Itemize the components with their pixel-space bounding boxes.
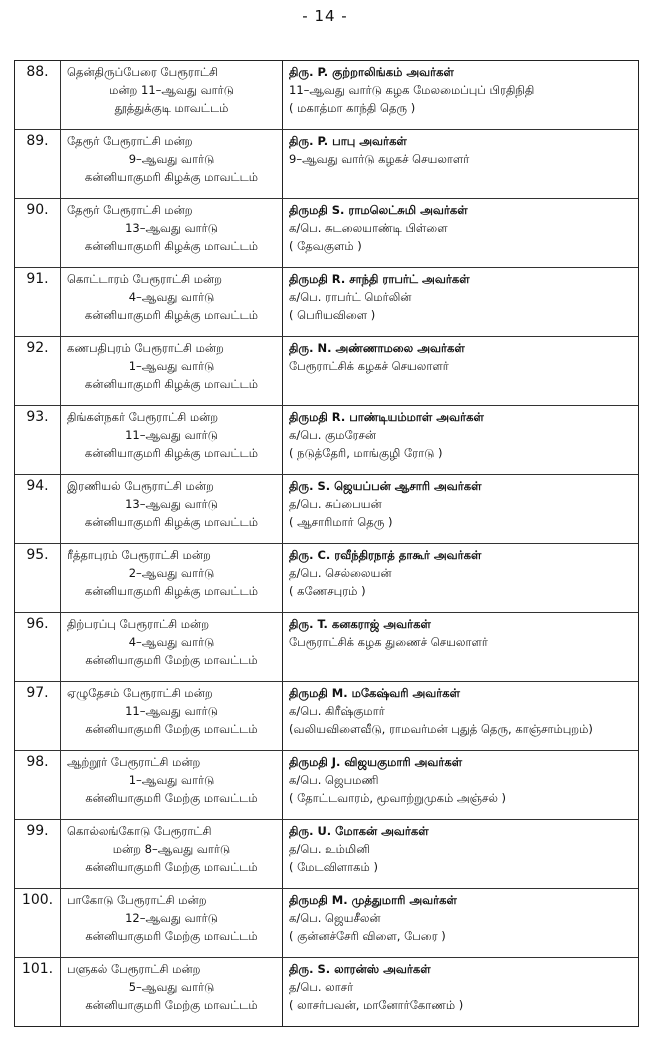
member-cell xyxy=(283,130,638,198)
ward-location-line: 13–ஆவது வார்டு xyxy=(125,497,218,511)
ward-location-line: 2–ஆவது வார்டு xyxy=(128,566,215,580)
ward-location-cell xyxy=(61,199,283,267)
member-cell xyxy=(283,820,638,888)
ward-location-line: 11–ஆவது வார்டு xyxy=(125,428,218,442)
ward-location-line: ஆற்றூர் பேரூராட்சி மன்ற xyxy=(67,755,201,769)
member-cell xyxy=(283,682,638,750)
ward-location-line: கன்னியாகுமரி கிழக்கு மாவட்டம் xyxy=(84,515,259,529)
entry-number: 100. xyxy=(15,889,61,957)
ward-location-cell xyxy=(61,682,283,750)
ward-location-cell xyxy=(61,613,283,681)
member-detail-line: ( நடுத்தேரி, மாங்குழி ரோடு ) xyxy=(289,446,443,460)
member-name: திரு. S. ஜெயப்பன் ஆசாரி அவர்கள் xyxy=(289,479,482,493)
member-name: திரு. N. அண்ணாமலை அவர்கள் xyxy=(289,341,465,355)
ward-location-cell xyxy=(61,130,283,198)
ward-location-line: தேரூர் பேரூராட்சி மன்ற xyxy=(67,203,193,217)
member-name: திரு. P. குற்றாலிங்கம் அவர்கள் xyxy=(289,65,454,79)
entry-number: 90. xyxy=(15,199,61,267)
member-detail-line: 9–ஆவது வார்டு கழகச் செயலாளர் xyxy=(289,152,470,166)
member-detail-line: ( தேவகுளம் ) xyxy=(289,239,362,253)
member-cell xyxy=(283,958,638,1026)
table-row xyxy=(15,405,638,474)
member-cell xyxy=(283,337,638,405)
ward-location-line: 4–ஆவது வார்டு xyxy=(128,635,215,649)
entries-table xyxy=(14,60,639,1027)
ward-location-cell xyxy=(61,958,283,1026)
member-detail-line: க/பெ. குமரேசன் xyxy=(289,428,377,442)
member-detail-line: த/பெ. சுப்பையன் xyxy=(289,497,382,511)
entry-number: 96. xyxy=(15,613,61,681)
member-detail-line: ( தோட்டவாரம், மூவாற்றுமுகம் அஞ்சல் ) xyxy=(289,791,507,805)
entry-number: 101. xyxy=(15,958,61,1026)
ward-location-line: 4–ஆவது வார்டு xyxy=(128,290,215,304)
table-row xyxy=(15,61,638,129)
ward-location-line: கன்னியாகுமரி கிழக்கு மாவட்டம் xyxy=(84,170,259,184)
member-cell xyxy=(283,61,638,129)
ward-location-line: மன்ற 11–ஆவது வார்டு xyxy=(109,83,234,97)
member-detail-line: பேரூராட்சிக் கழக துணைச் செயலாளர் xyxy=(289,635,488,649)
member-name: திருமதி M. முத்துமாரி அவர்கள் xyxy=(289,893,457,907)
entry-number: 89. xyxy=(15,130,61,198)
member-detail-line: க/பெ. சுடலையாண்டி பிள்ளை xyxy=(289,221,448,235)
member-detail-line: ( லாசர்பவன், மானோர்கோணம் ) xyxy=(289,998,464,1012)
table-row xyxy=(15,198,638,267)
ward-location-line: 5–ஆவது வார்டு xyxy=(128,980,215,994)
ward-location-line: பாகோடு பேரூராட்சி மன்ற xyxy=(67,893,207,907)
member-cell xyxy=(283,613,638,681)
ward-location-line: ஏழுதேசம் பேரூராட்சி மன்ற xyxy=(67,686,213,700)
member-name: திருமதி M. மகேஷ்வரி அவர்கள் xyxy=(289,686,461,700)
ward-location-line: கொல்லங்கோடு பேரூராட்சி xyxy=(67,824,212,838)
ward-location-line: 12–ஆவது வார்டு xyxy=(125,911,218,925)
member-name: திரு. U. மோகன் அவர்கள் xyxy=(289,824,429,838)
ward-location-line: கன்னியாகுமரி கிழக்கு மாவட்டம் xyxy=(84,308,259,322)
member-name: திரு. C. ரவீந்திரநாத் தாகூர் அவர்கள் xyxy=(289,548,482,562)
entry-number: 91. xyxy=(15,268,61,336)
ward-location-line: கன்னியாகுமரி மேற்கு மாவட்டம் xyxy=(85,860,258,874)
member-detail-line: த/பெ. லாசர் xyxy=(289,980,354,994)
entry-number: 88. xyxy=(15,61,61,129)
member-detail-line: (வலியவிளைவீடு, ராமவர்மன் புதுத் தெரு, காஞ்சாம்புறம்) xyxy=(289,722,593,736)
ward-location-line: இரணியல் பேரூராட்சி மன்ற xyxy=(67,479,214,493)
entry-number: 97. xyxy=(15,682,61,750)
member-detail-line: த/பெ. செல்லையன் xyxy=(289,566,392,580)
member-detail-line: க/பெ. கிரீஷ்குமார் xyxy=(289,704,385,718)
ward-location-cell xyxy=(61,751,283,819)
table-row xyxy=(15,957,638,1026)
ward-location-line: தேரூர் பேரூராட்சி மன்ற xyxy=(67,134,193,148)
table-row xyxy=(15,543,638,612)
member-cell xyxy=(283,475,638,543)
member-detail-line: பேரூராட்சிக் கழகச் செயலாளர் xyxy=(289,359,449,373)
ward-location-line: 1–ஆவது வார்டு xyxy=(128,359,215,373)
member-detail-line: ( கணேசபுரம் ) xyxy=(289,584,366,598)
ward-location-line: 9–ஆவது வார்டு xyxy=(128,152,215,166)
member-detail-line: ( குன்னச்சேரி விளை, பேரை ) xyxy=(289,929,446,943)
ward-location-line: கன்னியாகுமரி மேற்கு மாவட்டம் xyxy=(85,998,258,1012)
ward-location-line: ரீத்தாபுரம் பேரூராட்சி மன்ற xyxy=(67,548,211,562)
member-detail-line: க/பெ. ஜெபமணி xyxy=(289,773,379,787)
ward-location-cell xyxy=(61,544,283,612)
ward-location-line: மன்ற 8–ஆவது வார்டு xyxy=(112,842,231,856)
ward-location-line: கன்னியாகுமரி மேற்கு மாவட்டம் xyxy=(85,653,258,667)
ward-location-line: திற்பரப்பு பேரூராட்சி மன்ற xyxy=(67,617,210,631)
ward-location-cell xyxy=(61,268,283,336)
ward-location-cell xyxy=(61,61,283,129)
entry-number: 94. xyxy=(15,475,61,543)
ward-location-cell xyxy=(61,406,283,474)
member-name: திருமதி R. பாண்டியம்மாள் அவர்கள் xyxy=(289,410,484,424)
ward-location-cell xyxy=(61,889,283,957)
entry-number: 93. xyxy=(15,406,61,474)
member-detail-line: த/பெ. உம்மினி xyxy=(289,842,370,856)
ward-location-cell xyxy=(61,820,283,888)
entry-number: 99. xyxy=(15,820,61,888)
ward-location-line: 1–ஆவது வார்டு xyxy=(128,773,215,787)
table-row xyxy=(15,267,638,336)
member-name: திரு. T. கனகராஜ் அவர்கள் xyxy=(289,617,431,631)
member-detail-line: க/பெ. ராபர்ட் மெர்லின் xyxy=(289,290,412,304)
ward-location-line: திங்கள்நகர் பேரூராட்சி மன்ற xyxy=(67,410,219,424)
ward-location-line: கொட்டாரம் பேரூராட்சி மன்ற xyxy=(67,272,222,286)
ward-location-cell xyxy=(61,337,283,405)
ward-location-line: கணபதிபுரம் பேரூராட்சி மன்ற xyxy=(67,341,224,355)
entry-number: 98. xyxy=(15,751,61,819)
ward-location-line: கன்னியாகுமரி கிழக்கு மாவட்டம் xyxy=(84,377,259,391)
member-cell xyxy=(283,199,638,267)
entry-number: 95. xyxy=(15,544,61,612)
member-cell xyxy=(283,544,638,612)
table-row xyxy=(15,681,638,750)
table-row xyxy=(15,888,638,957)
ward-location-line: கன்னியாகுமரி மேற்கு மாவட்டம் xyxy=(85,929,258,943)
member-name: திருமதி J. விஜயகுமாரி அவர்கள் xyxy=(289,755,463,769)
member-detail-line: ( மேடவிளாகம் ) xyxy=(289,860,378,874)
member-detail-line: ( பெரியவிளை ) xyxy=(289,308,376,322)
table-row xyxy=(15,819,638,888)
member-cell xyxy=(283,406,638,474)
ward-location-line: பளுகல் பேரூராட்சி மன்ற xyxy=(67,962,201,976)
table-row xyxy=(15,474,638,543)
ward-location-line: கன்னியாகுமரி கிழக்கு மாவட்டம் xyxy=(84,584,259,598)
ward-location-cell xyxy=(61,475,283,543)
ward-location-line: 11–ஆவது வார்டு xyxy=(125,704,218,718)
member-detail-line: க/பெ. ஜெயசீலன் xyxy=(289,911,381,925)
entry-number: 92. xyxy=(15,337,61,405)
member-detail-line: 11–ஆவது வார்டு கழக மேலமைப்புப் பிரதிநிதி xyxy=(289,83,535,97)
table-row xyxy=(15,750,638,819)
table-row xyxy=(15,336,638,405)
member-detail-line: ( மகாத்மா காந்தி தெரு ) xyxy=(289,101,416,115)
member-cell xyxy=(283,751,638,819)
member-cell xyxy=(283,268,638,336)
member-cell xyxy=(283,889,638,957)
ward-location-line: தூத்துக்குடி மாவட்டம் xyxy=(114,101,229,115)
ward-location-line: தென்திருப்பேரை பேரூராட்சி xyxy=(67,65,219,79)
ward-location-line: 13–ஆவது வார்டு xyxy=(125,221,218,235)
member-name: திரு. P. பாபு அவர்கள் xyxy=(289,134,407,148)
member-name: திருமதி R. சாந்தி ராபர்ட் அவர்கள் xyxy=(289,272,470,286)
member-name: திருமதி S. ராமலெட்சுமி அவர்கள் xyxy=(289,203,468,217)
ward-location-line: கன்னியாகுமரி மேற்கு மாவட்டம் xyxy=(85,722,258,736)
table-row xyxy=(15,612,638,681)
ward-location-line: கன்னியாகுமரி கிழக்கு மாவட்டம் xyxy=(84,239,259,253)
member-detail-line: ( ஆசாரிமார் தெரு ) xyxy=(289,515,393,529)
table-row xyxy=(15,129,638,198)
page-number: - 14 - xyxy=(302,7,348,25)
ward-location-line: கன்னியாகுமரி மேற்கு மாவட்டம் xyxy=(85,791,258,805)
ward-location-line: கன்னியாகுமரி கிழக்கு மாவட்டம் xyxy=(84,446,259,460)
member-name: திரு. S. லாரன்ஸ் அவர்கள் xyxy=(289,962,431,976)
